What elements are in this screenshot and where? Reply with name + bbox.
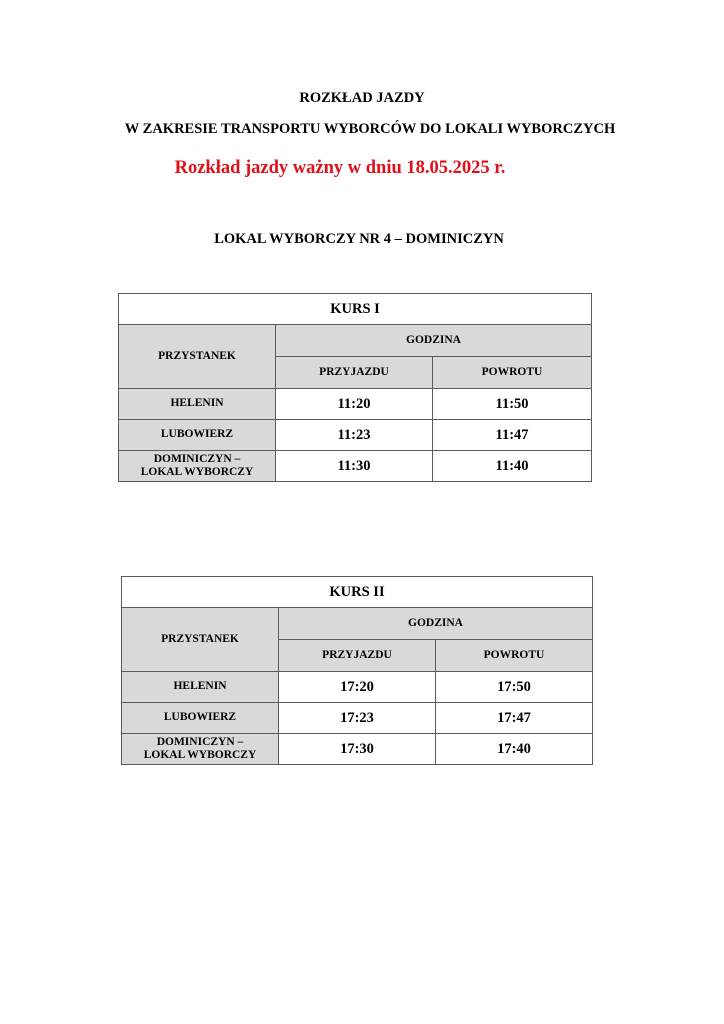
stop-name-line-2: LOKAL WYBORCZY — [140, 466, 254, 478]
arrival-column-header: PRZYJAZDU — [276, 357, 433, 389]
course-title: KURS II — [122, 577, 593, 608]
table-row — [119, 389, 592, 420]
stop-name: LUBOWIERZ — [119, 420, 276, 451]
time-column-header: GODZINA — [279, 608, 593, 640]
return-time: 11:40 — [433, 451, 592, 482]
document-title: ROZKŁAD JAZDY — [299, 90, 425, 106]
time-column-header: GODZINA — [276, 325, 592, 357]
return-time: 17:47 — [436, 703, 593, 734]
stop-name-line-1: DOMINICZYN – — [156, 735, 244, 748]
return-time: 11:47 — [433, 420, 592, 451]
return-column-header: POWROTU — [436, 640, 593, 672]
arrival-time: 17:30 — [279, 734, 436, 765]
return-time: 17:50 — [436, 672, 593, 703]
course-title: KURS I — [119, 294, 592, 325]
table-row — [119, 451, 592, 482]
stop-name — [119, 451, 276, 482]
return-column-header: POWROTU — [433, 357, 592, 389]
stop-name-line-2: LOKAL WYBORCZY — [143, 749, 257, 761]
arrival-time: 11:23 — [276, 420, 433, 451]
validity-date-notice: Rozkład jazdy ważny w dniu 18.05.2025 r. — [174, 158, 506, 178]
schedule-table-kurs-2 — [121, 576, 593, 765]
table-row — [122, 734, 593, 765]
stop-name: LUBOWIERZ — [122, 703, 279, 734]
stop-name: HELENIN — [119, 389, 276, 420]
arrival-time: 17:20 — [279, 672, 436, 703]
stop-name: HELENIN — [122, 672, 279, 703]
arrival-time: 11:30 — [276, 451, 433, 482]
return-time: 17:40 — [436, 734, 593, 765]
table-row — [119, 420, 592, 451]
stop-column-header: PRZYSTANEK — [122, 608, 279, 672]
polling-station-heading: LOKAL WYBORCZY NR 4 – DOMINICZYN — [214, 231, 504, 247]
arrival-time: 11:20 — [276, 389, 433, 420]
document-subtitle: W ZAKRESIE TRANSPORTU WYBORCÓW DO LOKALI WYBORCZYCH — [124, 121, 616, 137]
stop-name-line-1: DOMINICZYN – — [153, 452, 241, 465]
arrival-time: 17:23 — [279, 703, 436, 734]
return-time: 11:50 — [433, 389, 592, 420]
schedule-table-kurs-1 — [118, 293, 592, 482]
table-row — [122, 703, 593, 734]
table-row — [122, 672, 593, 703]
arrival-column-header: PRZYJAZDU — [279, 640, 436, 672]
stop-column-header: PRZYSTANEK — [119, 325, 276, 389]
stop-name — [122, 734, 279, 765]
